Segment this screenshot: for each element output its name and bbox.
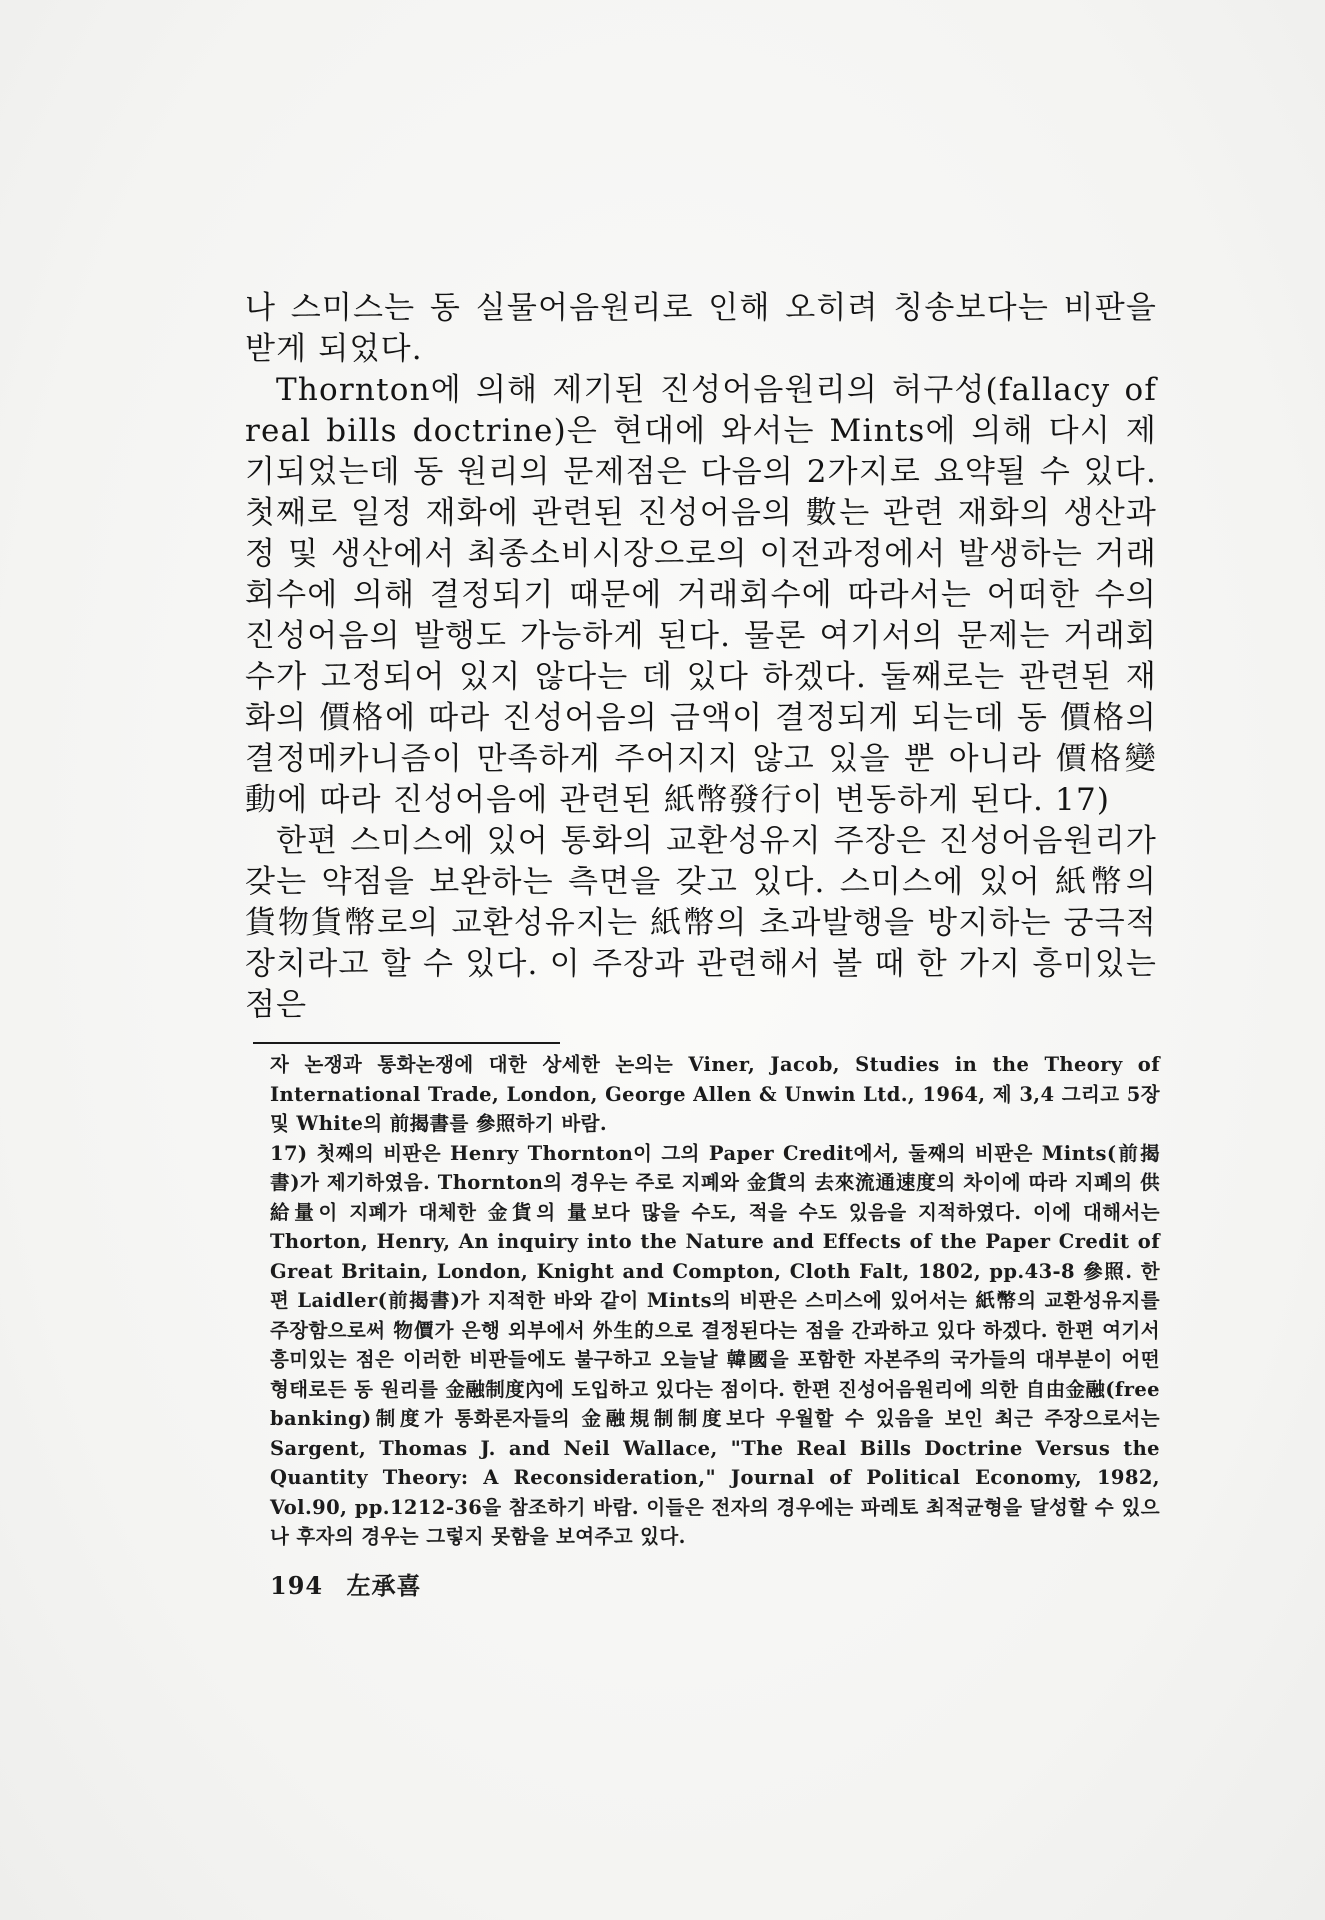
main-text	[245, 288, 1157, 1026]
paragraph-3: 한편 스미스에 있어 통화의 교환성유지 주장은 진성어음원리가 갖는 약점을 보완하는 측면을 갖고 있다. 스미스에 있어 紙幣의 貨物貨幣로의 교환성유지는 紙幣의 초과발행을 방지하는 궁극적 장치라고 할 수 있다. 이 주장과 관련해서 볼 때 한 가지 흥미있는 점은	[245, 823, 1157, 1023]
author-name: 左承喜	[346, 1571, 422, 1600]
footnote-17: 17) 첫째의 비판은 Henry Thornton이 그의 Paper Credit에서, 둘째의 비판은 Mints(前揭書)가 제기하였음. Thornton의 경우는 주로 지폐와 金貨의 去來流通速度의 차이에 따라 지폐의 供給量이 지폐가 대체한 金貨의 量보다 많을 수도, 적을 수도 있음을 지적하였다. 이에 대해서는 Thorton, Henry, An inquiry into the Nature and Effects of the Paper Credit of Great Britain, London, Knight and Compton, Cloth Falt, 1802, pp.43-8 參照. 한편 Laidler(前揭書)가 지적한 바와 같이 Mints의 비판은 스미스에 있어서는 紙幣의 교환성유지를 주장함으로써 物價가 은행 외부에서 外生的으로 결정된다는 점을 간과하고 있다 하겠다. 한편 여기서 흥미있는 점은 이러한 비판들에도 불구하고 오늘날 韓國을 포함한 자본주의 국가들의 대부분이 어떤 형태로든 동 원리를 金融制度內에 도입하고 있다는 점이다. 한편 진성어음원리에 의한 自由金融(free banking)制度가 통화론자들의 金融規制制度보다 우월할 수 있음을 보인 최근 주장으로서는 Sargent, Thomas J. and Neil Wallace, "The Real Bills Doctrine Versus the Quantity Theory: A Reconsideration," Journal of Political Economy, 1982, Vol.90, pp.1212-36을 참조하기 바람. 이들은 전자의 경우에는 파레토 최적균형을 달성할 수 있으나 후자의 경우는 그렇지 못함을 보여주고 있다.	[270, 1141, 1160, 1548]
footnote-divider	[253, 1042, 560, 1044]
paragraph-2: Thornton에 의해 제기된 진성어음원리의 허구성(fallacy of real bills doctrine)은 현대에 와서는 Mints에 의해 다시 제기되었는데 동 원리의 문제점은 다음의 2가지로 요약될 수 있다. 첫째로 일정 재화에 관련된 진성어음의 數는 관련 재화의 생산과정 및 생산에서 최종소비시장으로의 이전과정에서 발생하는 거래회수에 의해 결정되기 때문에 거래회수에 따라서는 어떠한 수의 진성어음의 발행도 가능하게 된다. 물론 여기서의 문제는 거래회수가 고정되어 있지 않다는 데 있다 하겠다. 둘째로는 관련된 재화의 價格에 따라 진성어음의 금액이 결정되게 되는데 동 價格의 결정메카니즘이 만족하게 주어지지 않고 있을 뿐 아니라 價格變動에 따라 진성어음에 관련된 紙幣發行이 변동하게 된다. 17)	[245, 372, 1157, 818]
paragraph-1: 나 스미스는 동 실물어음원리로 인해 오히려 칭송보다는 비판을 받게 되었다.	[245, 290, 1157, 367]
footnote-continuation: 자 논쟁과 통화논쟁에 대한 상세한 논의는 Viner, Jacob, Studies in the Theory of International Trade, London, George Allen & Unwin Ltd., 1964, 제 3,4 그리고 5장 및 White의 前揭書를 參照하기 바람.	[270, 1053, 1160, 1135]
page-footer	[270, 1566, 421, 1601]
page-number: 194	[270, 1571, 324, 1600]
footnotes	[270, 1050, 1160, 1552]
